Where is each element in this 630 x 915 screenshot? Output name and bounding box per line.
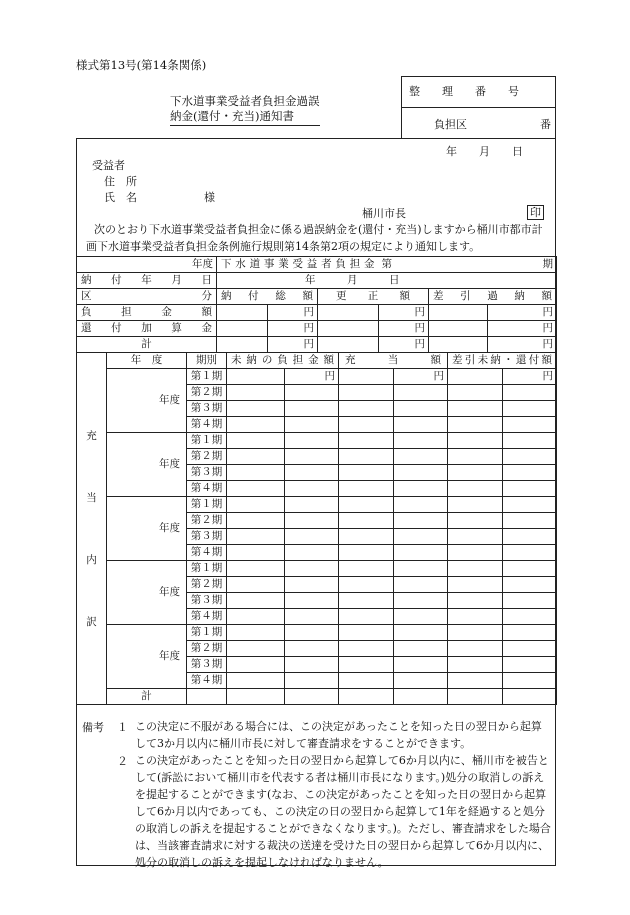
unpaid-header: 未納の負担金額 bbox=[227, 353, 339, 369]
period-cell: 第４期 bbox=[187, 417, 227, 433]
summary-total-label: 計 bbox=[77, 337, 217, 353]
remaining-header: 差引未納・還付額 bbox=[448, 353, 557, 369]
total-paid-yen: 円 bbox=[268, 337, 318, 353]
ref-suffix: 番 bbox=[540, 118, 551, 131]
recipient-address-label: 住 所 bbox=[104, 175, 137, 188]
reference-number-box bbox=[401, 76, 556, 139]
year-cell: 年度 bbox=[107, 369, 187, 433]
intro-text: 次のとおり下水道事業受益者負担金に係る過誤納金を(還付・充当)しますから桶川市都市計画下水道事業受益者負担金条例施行規則第14条第2項の規定により通知します。 bbox=[86, 223, 543, 253]
yen-unit: 円 bbox=[503, 369, 557, 385]
applied-header: 充当額 bbox=[339, 353, 448, 369]
ref-number-label: 整 理 番 号 bbox=[409, 85, 519, 98]
form-id: 様式第13号(第14条関係) bbox=[76, 58, 207, 72]
installment-suffix: 期 bbox=[488, 257, 557, 273]
overpaid-header: 差引過納額 bbox=[429, 289, 557, 305]
year-cell: 年度 bbox=[107, 433, 187, 497]
recipient-name-label: 氏 名 bbox=[104, 191, 137, 204]
period-cell: 第１期 bbox=[187, 369, 227, 385]
note-2-text: この決定があったことを知った日の翌日から起算して6か月以内に、桶川市を被告として(訴訟において桶川市を代表する者は桶川市長になります。)処分の取消しの訴えを提起することができます(なお、この決定があったことを知った日の翌日から起算して6か月以内であっても、この決定の日の翌日から起算して1年を経過すると処分の取消しの訴えを提起することができなくなります。)。ただし、審査請求をした場合は、当該審査請求に対する裁決の送達を受けた日の翌日から起算して6か月以内に、処分の取消しの訴えを提起しなければなりません。 bbox=[135, 754, 551, 869]
seal-mark: 印 bbox=[527, 205, 544, 220]
charge-corrected-yen: 円 bbox=[379, 305, 429, 321]
refund-summary-table bbox=[76, 256, 557, 353]
period-cell: 第３期 bbox=[187, 657, 227, 673]
paid-date-label: 納付年月日 bbox=[77, 273, 217, 289]
addition-diff-yen: 円 bbox=[488, 321, 557, 337]
side-label-char: 内 bbox=[86, 553, 97, 566]
period-cell: 第４期 bbox=[187, 545, 227, 561]
period-cell: 第４期 bbox=[187, 609, 227, 625]
title-line-1: 下水道事業受益者負担金過誤 bbox=[170, 94, 320, 108]
notes-label: 備考 bbox=[82, 721, 104, 734]
period-cell: 第４期 bbox=[187, 481, 227, 497]
paid-total-header: 納付総額 bbox=[217, 289, 318, 305]
year-cell: 年度 bbox=[107, 625, 187, 689]
side-label-char: 訳 bbox=[86, 615, 97, 628]
addition-corrected-yen: 円 bbox=[379, 321, 429, 337]
charge-paid-yen: 円 bbox=[268, 305, 318, 321]
title-line-2: 納金(還付・充当)通知書 bbox=[170, 111, 320, 126]
ref-area-label: 負担区 bbox=[434, 118, 467, 131]
recipient-honorific: 様 bbox=[204, 191, 215, 204]
period-cell: 第２期 bbox=[187, 449, 227, 465]
period-cell: 第１期 bbox=[187, 625, 227, 641]
year-cell: 年度 bbox=[107, 497, 187, 561]
fiscal-year-cell: 年度 bbox=[77, 257, 217, 273]
recipient-label: 受益者 bbox=[92, 159, 125, 172]
period-cell: 第１期 bbox=[187, 433, 227, 449]
side-label-char: 充 bbox=[86, 429, 97, 442]
period-cell: 第２期 bbox=[187, 385, 227, 401]
charge-amount-label: 負担金額 bbox=[77, 305, 217, 321]
addition-paid-yen: 円 bbox=[268, 321, 318, 337]
year-cell: 年度 bbox=[107, 561, 187, 625]
category-header: 区分 bbox=[77, 289, 217, 305]
charge-diff-yen: 円 bbox=[488, 305, 557, 321]
paid-date-value: 年 月 日 bbox=[217, 273, 557, 289]
allocation-breakdown-table bbox=[76, 352, 557, 705]
period-cell: 第２期 bbox=[187, 513, 227, 529]
period-cell: 第２期 bbox=[187, 577, 227, 593]
period-header: 期別 bbox=[187, 353, 227, 369]
issue-date: 年 月 日 bbox=[446, 145, 523, 158]
period-cell: 第３期 bbox=[187, 593, 227, 609]
yen-unit: 円 bbox=[285, 369, 339, 385]
total-diff-yen: 円 bbox=[488, 337, 557, 353]
issuer-name: 桶川市長 bbox=[362, 207, 406, 220]
refund-addition-label: 還付加算金 bbox=[77, 321, 217, 337]
total-corrected-yen: 円 bbox=[379, 337, 429, 353]
period-cell: 第３期 bbox=[187, 465, 227, 481]
period-cell: 第２期 bbox=[187, 641, 227, 657]
period-cell: 第３期 bbox=[187, 529, 227, 545]
corrected-amount-header: 更正額 bbox=[318, 289, 429, 305]
installment-prefix: 第 bbox=[379, 257, 429, 273]
period-cell: 第３期 bbox=[187, 401, 227, 417]
charge-name-cell: 下水道事業受益者負担金 bbox=[217, 257, 379, 273]
period-cell: 第４期 bbox=[187, 673, 227, 689]
year-header: 年 度 bbox=[107, 353, 187, 369]
note-2-number: ２ bbox=[117, 755, 128, 768]
yen-unit: 円 bbox=[394, 369, 448, 385]
note-1-number: １ bbox=[117, 721, 128, 734]
note-1-text: この決定に不服がある場合には、この決定があったことを知った日の翌日から起算して3か月以内に桶川市長に対して審査請求をすることができます。 bbox=[135, 720, 542, 750]
period-cell: 第１期 bbox=[187, 497, 227, 513]
period-cell: 第１期 bbox=[187, 561, 227, 577]
side-label-char: 当 bbox=[86, 491, 97, 504]
allocation-total-label: 計 bbox=[107, 689, 187, 705]
allocation-side-label bbox=[77, 353, 107, 705]
